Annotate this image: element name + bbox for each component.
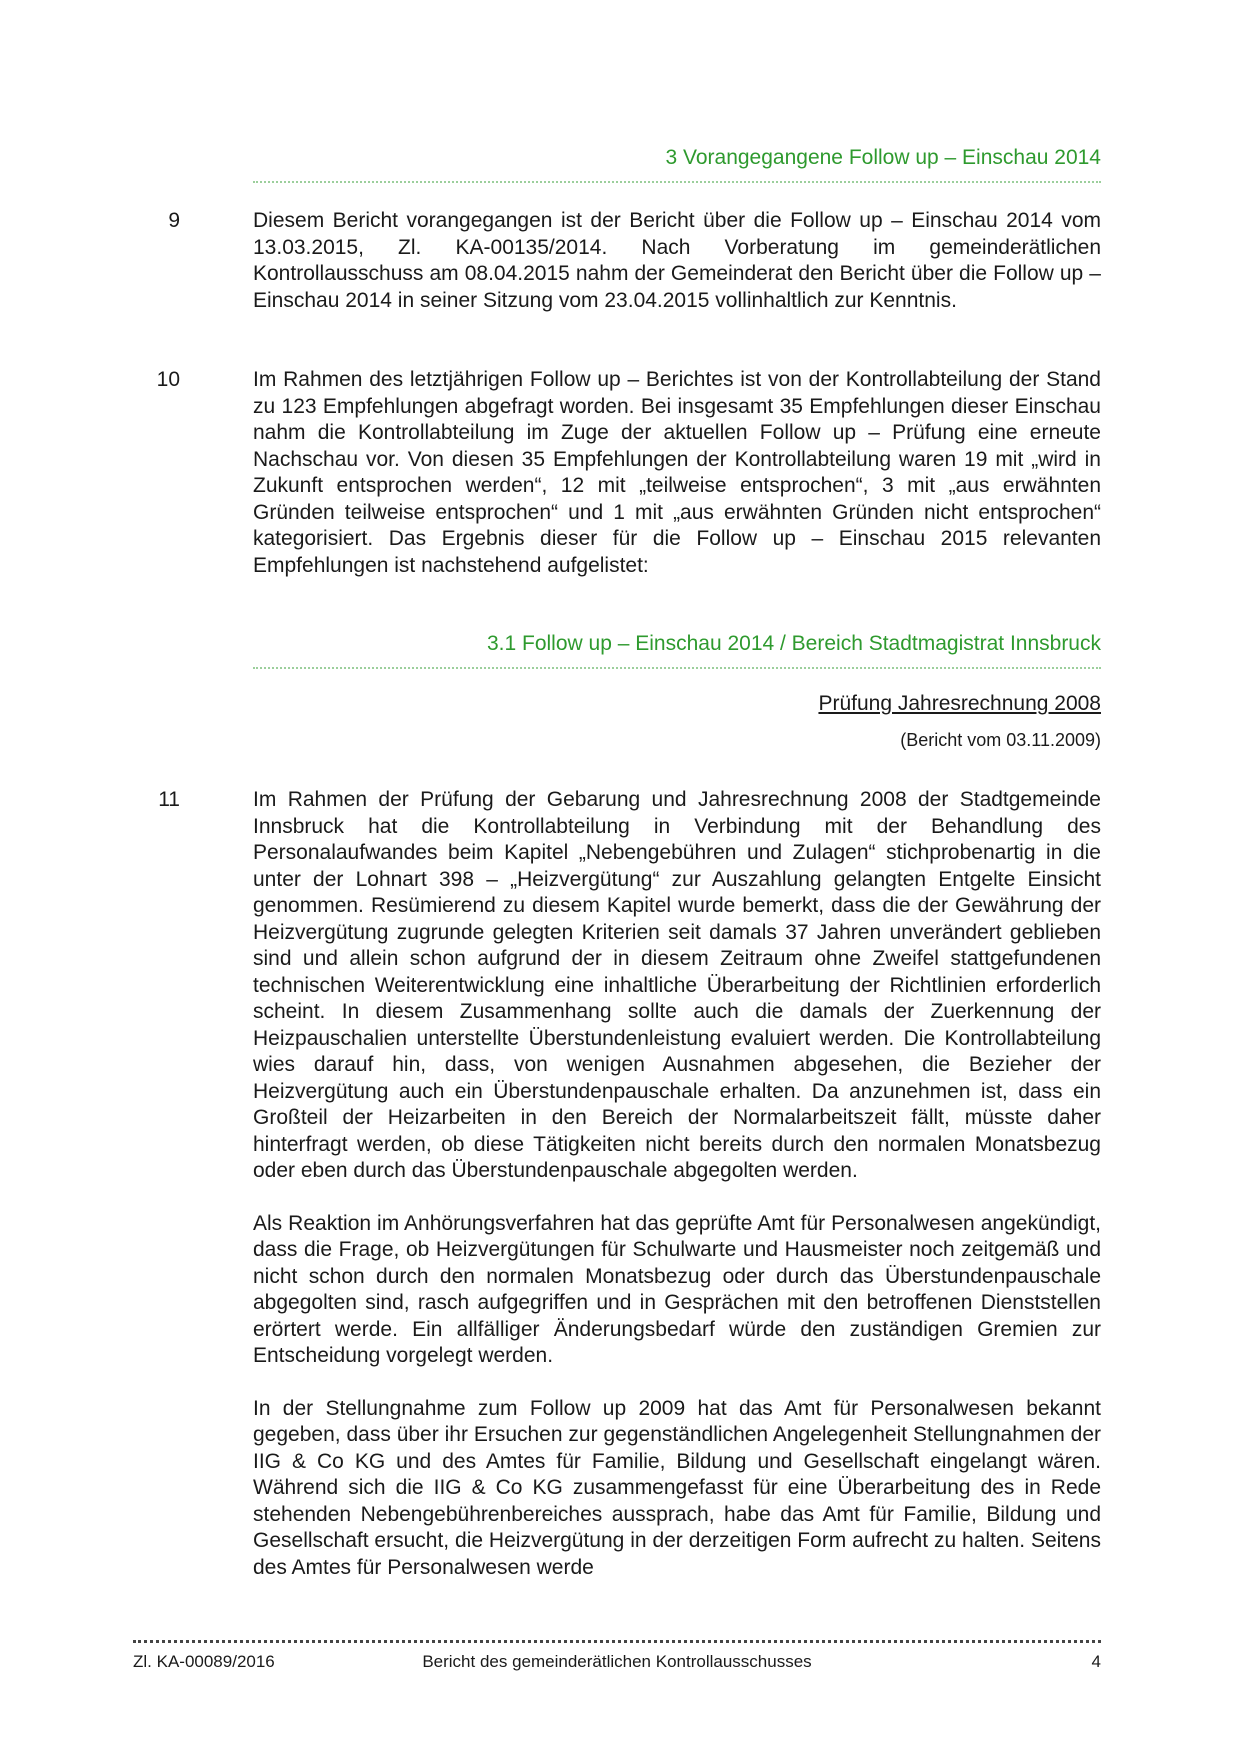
paragraph-body: Im Rahmen der Prüfung der Gebarung und Jahresrechnung 2008 der Stadtgemeinde Innsbruck hat die Kontrollabteilung in Verbindung mit der Behandlung des Personalaufwandes beim Kapitel „Nebengebühren und Zulagen“ stichprobenartig in die unter der Lohnart 398 – „Heizvergütung“ zur Auszahlung gelangten Entgelte Einsicht genommen. Resümierend zu diesem Kapitel wurde bemerkt, dass die der Gewährung der Heizvergütung zugrunde gelegten Kriterien seit damals 37 Jahren unverändert geblieben sind und allein schon aufgrund der in diesem Zeitraum ohne Zweifel stattgefundenen technischen Weiterentwicklung eine inhaltliche Überarbeitung der Richtlinien erforderlich scheint. In diesem Zusammenhang sollte auch die damals der Zuerkennung der Heizpauschalien unterstellte Überstundenleistung evaluiert werden. Die Kontrollabteilung wies darauf hin, dass, von wenigen Ausnahmen abgesehen, die Bezieher der Heizvergütung auch ein Überstundenpauschale erhalten. Da anzunehmen ist, dass ein Großteil der Heizarbeiten in den Bereich der Normalarbeitszeit fällt, müsste daher hinterfragt werden, ob diese Tätigkeiten nicht bereits durch den normalen Monatsbezug oder eben durch das Überstundenpauschale abgegolten werden. [253,788,1101,1182]
paragraph-body: Diesem Bericht vorangegangen ist der Bericht über die Follow up – Einschau 2014 vom 13.03.2015, Zl. KA-00135/2014. Nach Vorberatung im gemeinderätlichen Kontrollausschuss am 08.04.2015 nahm der Gemeinderat den Bericht über die Follow up – Einschau 2014 in seiner Sitzung vom 23.04.2015 vollinhaltlich zur Kenntnis. [253,209,1101,312]
paragraph-10 [150,367,1101,579]
paragraph-9 [150,208,1101,314]
paragraph-body: In der Stellungnahme zum Follow up 2009 hat das Amt für Personalwesen bekannt gegeben, dass über ihr Ersuchen zur gegenständlichen Angelegenheit Stellungnahmen der IIG & Co KG und des Amtes für Familie, Bildung und Gesellschaft eingelangt wären. Während sich die IIG & Co KG zusammengefasst für eine Überarbeitung des in Rede stehenden Nebengebührenbereiches aussprach, habe das Amt für Familie, Bildung und Gesellschaft ersucht, die Heizvergütung in der derzeitigen Form aufrecht zu halten. Seitens des Amtes für Personalwesen werde [253,1396,1101,1579]
section-heading: 3 Vorangegangene Follow up – Einschau 2014 [665,146,1101,169]
paragraph-body: Im Rahmen des letztjährigen Follow up – Berichtes ist von der Kontrollabteilung der Stand zu 123 Empfehlungen abgefragt worden. Bei insgesamt 35 Empfehlungen dieser Einschau nahm die Kontrollabteilung im Zuge der aktuellen Follow up – Prüfung eine erneute Nachschau vor. Von diesen 35 Empfehlungen der Kontrollabteilung waren 19 mit „wird in Zukunft entsprochen werden“, 12 mit „teilweise entsprochen“, 3 mit „aus erwähnten Gründen teilweise entsprochen“ und 1 mit „aus erwähnten Gründen nicht entsprochen“ kategorisiert. Das Ergebnis dieser für die Follow up – Einschau 2015 relevanten Empfehlungen ist nachstehend aufgelistet: [253,368,1101,577]
paragraph-number: 11 [158,788,180,811]
paragraph-text [253,367,1101,579]
paragraph-body: Als Reaktion im Anhörungsverfahren hat das geprüfte Amt für Personalwesen angekündigt, dass die Frage, ob Heizvergütungen für Schulwarte und Hausmeister noch zeitgemäß und nicht schon durch den normalen Monatsbezug oder durch das Überstundenpauschale abgegolten sind, rasch aufgegriffen und in Gesprächen mit den betroffenen Dienststellen erörtert werde. Ein allfälliger Änderungsbedarf würde den zuständigen Gremien zur Entscheidung vorgelegt werden. [253,1211,1101,1367]
paragraph-text [253,787,1101,1581]
subsection-divider [253,667,1101,669]
paragraph-number: 9 [168,209,180,232]
footer-title: Bericht des gemeinderätlichen Kontrollausschusses [422,1652,812,1671]
page-number: 4 [1091,1652,1101,1671]
subsection-heading: 3.1 Follow up – Einschau 2014 / Bereich Stadtmagistrat Innsbruck [486,632,1101,655]
footer-doc-number: Zl. KA-00089/2016 [133,1652,275,1671]
paragraph-text [253,208,1101,314]
paragraph-11 [150,787,1101,1581]
audit-reference: (Bericht vom 03.11.2009) [900,730,1101,750]
footer-divider [133,1640,1101,1643]
page-footer [133,1652,1101,1674]
paragraph-number: 10 [156,368,180,391]
audit-title: Prüfung Jahresrechnung 2008 [818,692,1101,715]
section-divider [253,181,1101,183]
